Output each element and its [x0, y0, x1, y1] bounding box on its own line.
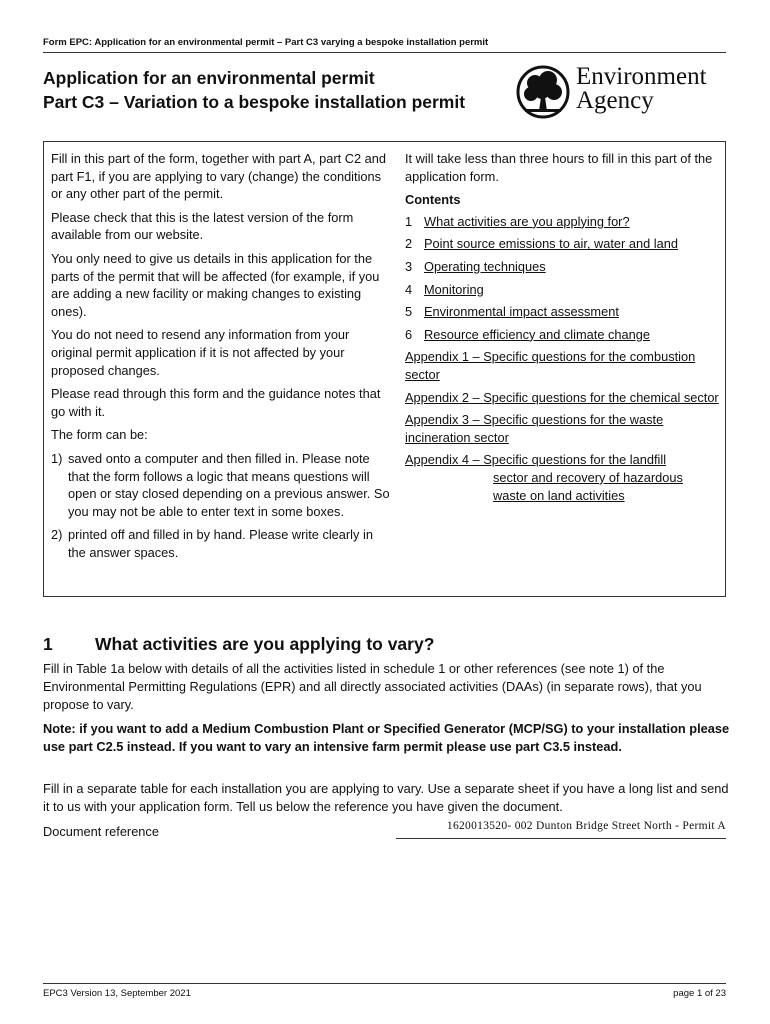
section-1-paragraph: Fill in Table 1a below with details of all the activities listed in schedule 1 or other references (see note 1) of the Environmental Permitting Regulations (EPR) and all directly associated activities (DAAs) (in separate rows), that you propose to vary.: [43, 661, 702, 712]
introduction-box: [43, 141, 726, 597]
header-divider: [43, 52, 726, 53]
intro-left-column: [51, 150, 393, 567]
intro-paragraph: Please check that this is the latest version of the form available from our website.: [51, 209, 354, 243]
toc-link-appendix-4[interactable]: [405, 451, 723, 504]
toc-number: 2: [405, 236, 413, 252]
list-item-number: 2): [51, 527, 63, 543]
tree-logo-icon: [515, 65, 571, 119]
intro-right-column: [405, 150, 723, 509]
section-title: What activities are you applying to vary?: [95, 634, 435, 654]
intro-paragraph: You do not need to resend any information from your original permit application if it is not affected by your proposed changes.: [51, 327, 350, 378]
section-1-paragraph: Fill in a separate table for each installation you are applying to vary. Use a separate sheet if you have a long list and send it to us with your application form. Tell us below the reference you have given the document.: [43, 781, 729, 814]
environment-agency-logo: [515, 63, 730, 119]
document-reference-label: Document reference: [43, 824, 159, 839]
page-number: page 1 of 23: [673, 988, 726, 999]
intro-paragraph: The form can be:: [51, 427, 148, 443]
running-header: Form EPC: Application for an environmental permit – Part C3 varying a bespoke installation permit: [43, 37, 489, 48]
toc-link-section-1[interactable]: [405, 213, 723, 231]
title-line-2: Part C3 – Variation to a bespoke installation permit: [43, 92, 466, 112]
document-reference-field[interactable]: 1620013520- 002 Dunton Bridge Street North - Permit A: [396, 818, 726, 839]
time-note: It will take less than three hours to fill in this part of the application form.: [405, 151, 713, 184]
toc-number: 5: [405, 304, 413, 320]
toc-number: 4: [405, 281, 413, 297]
toc-label: Environmental impact assessment: [424, 304, 619, 320]
toc-appendix-4-line: waste on land activities: [493, 487, 625, 503]
toc-label: Point source emissions to air, water and land: [424, 236, 678, 252]
section-1-heading: [43, 634, 434, 655]
toc-number: 6: [405, 326, 413, 342]
intro-paragraph: You only need to give us details in this application for the parts of the permit that will be affected (for example, if you are adding a new facility or making changes to existing ones).: [51, 250, 380, 319]
toc-link-appendix-3[interactable]: Appendix 3 – Specific questions for the waste incineration sector: [405, 412, 664, 445]
toc-link-appendix-1[interactable]: Appendix 1 – Specific questions for the combustion sector: [405, 349, 696, 382]
contents-heading: Contents: [405, 192, 461, 208]
toc-label: Resource efficiency and climate change: [424, 326, 650, 342]
logo-text-line-1: Environment: [576, 63, 707, 90]
page-title: [43, 66, 513, 114]
intro-paragraph: Fill in this part of the form, together with part A, part C2 and part F1, if you are applying to vary (change) the conditions or any other part of the permit.: [51, 151, 387, 202]
toc-link-appendix-2[interactable]: Appendix 2 – Specific questions for the chemical sector: [405, 389, 719, 405]
toc-number: 3: [405, 258, 413, 274]
toc-label: What activities are you applying for?: [424, 213, 630, 229]
list-item: [51, 450, 393, 520]
list-item-number: 1): [51, 450, 63, 466]
toc-number: 1: [405, 213, 413, 229]
footer-divider: [43, 983, 726, 984]
section-number: 1: [43, 634, 53, 654]
section-1-note: Note: if you want to add a Medium Combustion Plant or Specified Generator (MCP/SG) to your installation please use part C2.5 instead. If you want to vary an intensive farm permit please use part C3.5 instead.: [43, 721, 730, 754]
toc-link-section-3[interactable]: [405, 258, 723, 276]
intro-paragraph: Please read through this form and the guidance notes that go with it.: [51, 386, 381, 419]
toc-appendix-4-line: Appendix 4 – Specific questions for the landfill: [405, 452, 667, 468]
toc-link-section-5[interactable]: [405, 303, 723, 321]
list-item-text: printed off and filled in by hand. Please write clearly in the answer spaces.: [68, 527, 373, 560]
toc-link-section-4[interactable]: [405, 281, 723, 299]
toc-label: Monitoring: [424, 281, 484, 297]
list-item: [51, 526, 393, 561]
list-item-text: saved onto a computer and then filled in. Please note that the form follows a logic that means questions will open or stay closed depending on a previous answer. So you may not be able to enter text in some boxes.: [68, 450, 390, 519]
logo-text-line-2: Agency: [576, 87, 654, 114]
toc-label: Operating techniques: [424, 258, 546, 274]
title-line-1: Application for an environmental permit: [43, 68, 375, 88]
logo-wordmark: [576, 65, 707, 113]
toc-link-section-6[interactable]: [405, 326, 723, 344]
form-version: EPC3 Version 13, September 2021: [43, 988, 191, 999]
toc-link-section-2[interactable]: [405, 235, 723, 253]
toc-appendix-4-line: sector and recovery of hazardous: [493, 469, 683, 485]
